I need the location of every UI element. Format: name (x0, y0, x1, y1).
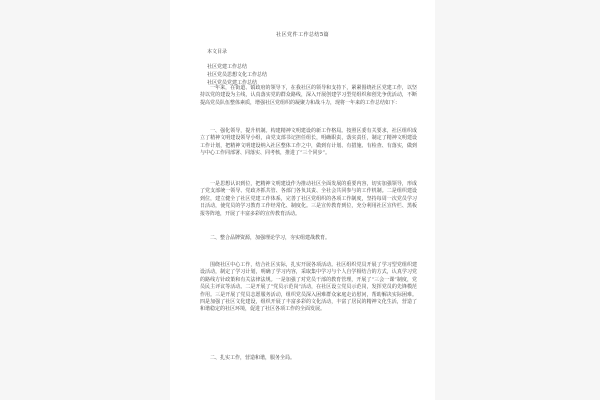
toc-item[interactable]: 社区党员党建工作总结 (207, 80, 258, 86)
section-heading: 二、整合品牌资源，加强理论学习，夯实组建战教育。 (210, 235, 331, 241)
document-page (170, 0, 435, 400)
document-title: 社区党件工作总结5篇 (276, 32, 329, 38)
section-heading: 二、扎实工作，营造和谐，服务全局。 (210, 355, 296, 361)
body-paragraph: 围绕社区中心工作，结合社区实际，扎实开展各项活动。社区组织党员开展了学习型党组织建设活动，制定了学习计划，明确了学习内容，采取集中学习与个人自学相结合的方式，认真学习党的路线方针政策和有关法律法规。一是加强了对党员干部的教育管理，开展了“三会一课”制度，党员民主评议等活动。二是开展了“党员示范岗”活动，在社区设立党员示范岗，发挥党员的先锋模范作用。三是开展了党员志愿服务活动，组织党员深入困难群众家庭走访慰问，帮助解决实际困难。四是加强了社区文化建设，组织开展了丰富多彩的文化活动，丰富了居民的精神文化生活，营造了和谐稳定的社区环境，促进了社区各项工作的全面发展。 (200, 262, 417, 313)
body-paragraph: 一是思想认识到位，把精神文明建设作为推动社区全面发展的重要内容，切实加强领导，形成了党支部统一领导、党政齐抓共管、各部门各负其责、全社会共同参与的工作机制。二是组织建设到位，建立健全了社区党建工作体系，完善了社区党组织的各项工作制度，坚持每周一次党员学习日活动，使党员的学习教育工作经常化、制度化。三是宣传教育到位，充分利用社区宣传栏、黑板报等阵地，开展了丰富多彩的宣传教育活动。 (200, 181, 417, 217)
body-paragraph: 一年来，在街道、镇政府的领导下，在我社区的领导和支持下，紧紧围绕社区党建工作，以坚持以党的建设为主线，认真落实党的群众路线，深入开展创建学习型党组织和创先争优活动，不断提高党员队伍整体素质，增强社区党组织的凝聚力和战斗力，现将一年来的工作总结如下： (200, 85, 417, 106)
table-of-contents (207, 63, 267, 87)
toc-item[interactable]: 社区党建工作总结 (207, 64, 248, 70)
toc-item[interactable]: 社区党员思想文化工作总结 (207, 72, 268, 78)
body-paragraph: 一、强化领导，提升机制。构建精神文明建设的新工作格局。按照区委有关要求，社区组织成立了精神文明建设领导小组，由党支部书记担任组长，明确职责，落实责任，制定了精神文明建设工作计划，把精神文明建设纳入社区整体工作之中，做到有计划、有措施、有检查、有落实，做到与中心工作同部署、同落实、同考核，推进了“三个同步”。 (200, 128, 417, 157)
toc-heading: 本文目录 (207, 49, 228, 55)
